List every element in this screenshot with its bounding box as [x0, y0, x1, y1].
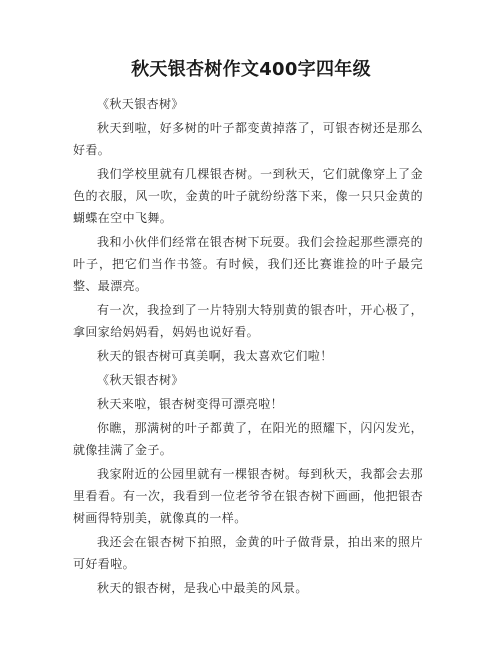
- page-title: 秋天银杏树作文400字四年级: [131, 59, 371, 80]
- document-body: [73, 93, 423, 601]
- paragraph: 秋天到啦，好多树的叶子都变黄掉落了，可银杏树还是那么好看。: [73, 121, 423, 157]
- paragraph: 秋天来啦，银杏树变得可漂亮啦！: [97, 397, 284, 411]
- paragraph: 你瞧，那满树的叶子都黄了，在阳光的照耀下，闪闪发光，就像挂满了金子。: [73, 421, 423, 457]
- paragraph-heading: 《秋天银杏树》: [97, 97, 184, 111]
- paragraph: 我家附近的公园里就有一棵银杏树。每到秋天，我都会去那里看看。有一次，我看到一位老爷爷在银杏树下画画，他把银杏树画得特别美，就像真的一样。: [73, 467, 423, 525]
- paragraph: 我们学校里就有几棵银杏树。一到秋天，它们就像穿上了金色的衣服，风一吹，金黄的叶子就纷纷落下来，像一只只金黄的蝴蝶在空中飞舞。: [73, 167, 423, 225]
- paragraph: 我还会在银杏树下拍照，金黄的叶子做背景，拍出来的照片可好看啦。: [73, 535, 423, 571]
- paragraph-heading: 《秋天银杏树》: [97, 373, 184, 387]
- paragraph: 有一次，我捡到了一片特别大特别黄的银杏叶，开心极了，拿回家给妈妈看，妈妈也说好看。: [73, 303, 423, 339]
- paragraph: 我和小伙伴们经常在银杏树下玩耍。我们会捡起那些漂亮的叶子，把它们当作书签。有时候，我们还比赛谁捡的叶子最完整、最漂亮。: [73, 235, 423, 293]
- paragraph: 秋天的银杏树可真美啊，我太喜欢它们啦！: [97, 349, 333, 363]
- paragraph: 秋天的银杏树，是我心中最美的风景。: [97, 581, 308, 595]
